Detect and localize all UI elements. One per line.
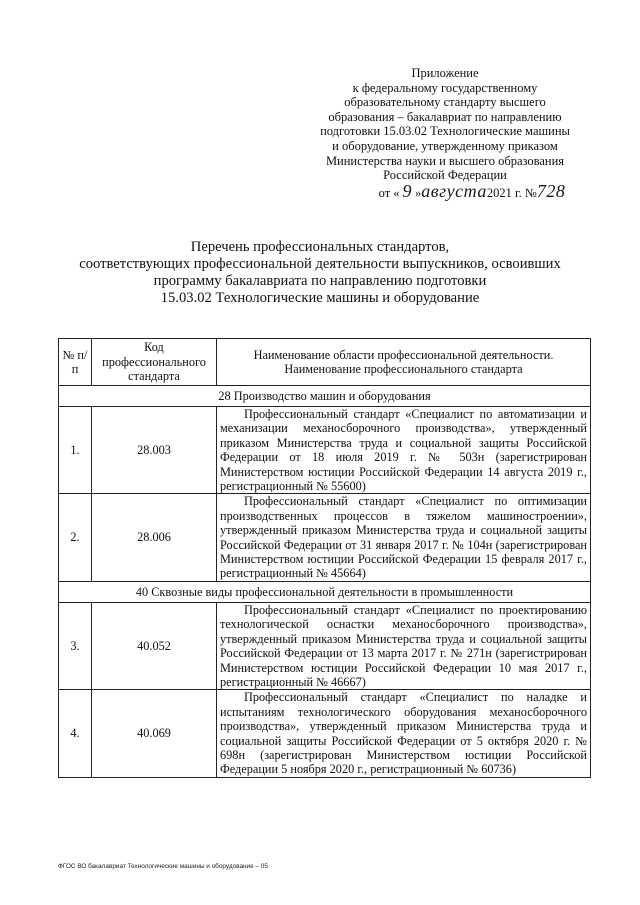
- row-standard-text: [217, 690, 591, 777]
- table-row: [59, 494, 591, 581]
- row-text: Профессиональный стандарт «Специалист по проектированию технологической оснастки механосборочного производства», утвержденный приказом Министерства труда и социальной защиты Российской Федерации от 13 марта 2017 г. № 271н (зарегистрирован Министерством юстиции Российской Федерации 10 мая 2017 г., регистрационный № 46667): [220, 602, 587, 689]
- section-title: 40 Сквозные виды профессиональной деятельности в промышленности: [59, 581, 591, 602]
- appendix-line: Министерства науки и высшего образования: [325, 153, 565, 168]
- table-row: [59, 690, 591, 777]
- row-text: Профессиональный стандарт «Специалист по наладке и испытаниям технологического оборудования механосборочного производства», утвержденный приказом Министерства труда и социальной защиты Российской Федерации от 5 октября 2020 г. № 698н (зарегистрирован Министерством юстиции Российской Федерации 5 ноября 2020 г., регистрационный № 60736): [220, 690, 587, 777]
- row-standard-text: [217, 494, 591, 581]
- appendix-line: образования – бакалавриат по направлению: [328, 109, 562, 124]
- header-num: № п/п: [59, 339, 92, 386]
- title-line: программу бакалавриата по направлению подготовки: [153, 273, 487, 289]
- order-number-handwritten: 728: [536, 180, 566, 201]
- appendix-line: образовательному стандарту высшего: [344, 95, 546, 110]
- table-row: [59, 602, 591, 689]
- order-date-line: [300, 180, 590, 201]
- row-num: 4.: [59, 690, 92, 777]
- row-standard-text: [217, 407, 591, 494]
- row-num: 1.: [59, 407, 92, 494]
- appendix-line: к федеральному государственному: [352, 80, 538, 95]
- order-year-text: 2021 г. №: [486, 185, 537, 200]
- row-code: 40.069: [92, 690, 217, 777]
- date-quote-close: »: [415, 185, 422, 200]
- order-month-handwritten: августа: [421, 180, 487, 201]
- row-code: 40.052: [92, 602, 217, 689]
- section-row: [59, 386, 591, 407]
- row-standard-text: [217, 602, 591, 689]
- appendix-line: Российской Федерации: [383, 168, 507, 183]
- appendix-block: [300, 66, 590, 200]
- document-title: [40, 239, 600, 307]
- row-code: 28.003: [92, 407, 217, 494]
- table-row: [59, 407, 591, 494]
- header-name: Наименование области профессиональной деятельности. Наименование профессионального стандарта: [217, 339, 591, 386]
- table-header-row: [59, 339, 591, 386]
- row-code: 28.006: [92, 494, 217, 581]
- appendix-line: подготовки 15.03.02 Технологические машины: [320, 124, 570, 139]
- title-line: соответствующих профессиональной деятельности выпускников, освоивших: [79, 256, 561, 272]
- appendix-line: Приложение: [411, 66, 479, 80]
- section-row: [59, 581, 591, 602]
- title-line: 15.03.02 Технологические машины и оборудование: [160, 290, 480, 306]
- standards-table: [58, 338, 591, 778]
- date-prefix: от «: [378, 185, 400, 200]
- row-num: 3.: [59, 602, 92, 689]
- order-day-handwritten: 9: [402, 180, 413, 201]
- page-footer: ФГОС ВО бакалавриат Технологические машины и оборудование – 05: [58, 863, 268, 870]
- section-title: 28 Производство машин и оборудования: [59, 386, 591, 407]
- header-code: Код профессионального стандарта: [92, 339, 217, 386]
- row-num: 2.: [59, 494, 92, 581]
- row-text: Профессиональный стандарт «Специалист по автоматизации и механизации механосборочного производства», утвержденный приказом Министерства труда и социальной защиты Российской Федерации от 18 июля 2019 г. № 503н (зарегистрирован Министерством юстиции Российской Федерации 14 августа 2019 г., регистрационный № 55600): [220, 407, 587, 494]
- row-text: Профессиональный стандарт «Специалист по оптимизации производственных процессов в тяжелом машиностроении», утвержденный приказом Министерства труда и социальной защиты Российской Федерации от 31 января 2017 г. № 104н (зарегистрирован Министерством юстиции Российской Федерации 15 февраля 2017 г., регистрационный № 45664): [220, 494, 587, 581]
- title-line: Перечень профессиональных стандартов,: [190, 239, 450, 255]
- appendix-line: и оборудование, утвержденному приказом: [332, 138, 558, 153]
